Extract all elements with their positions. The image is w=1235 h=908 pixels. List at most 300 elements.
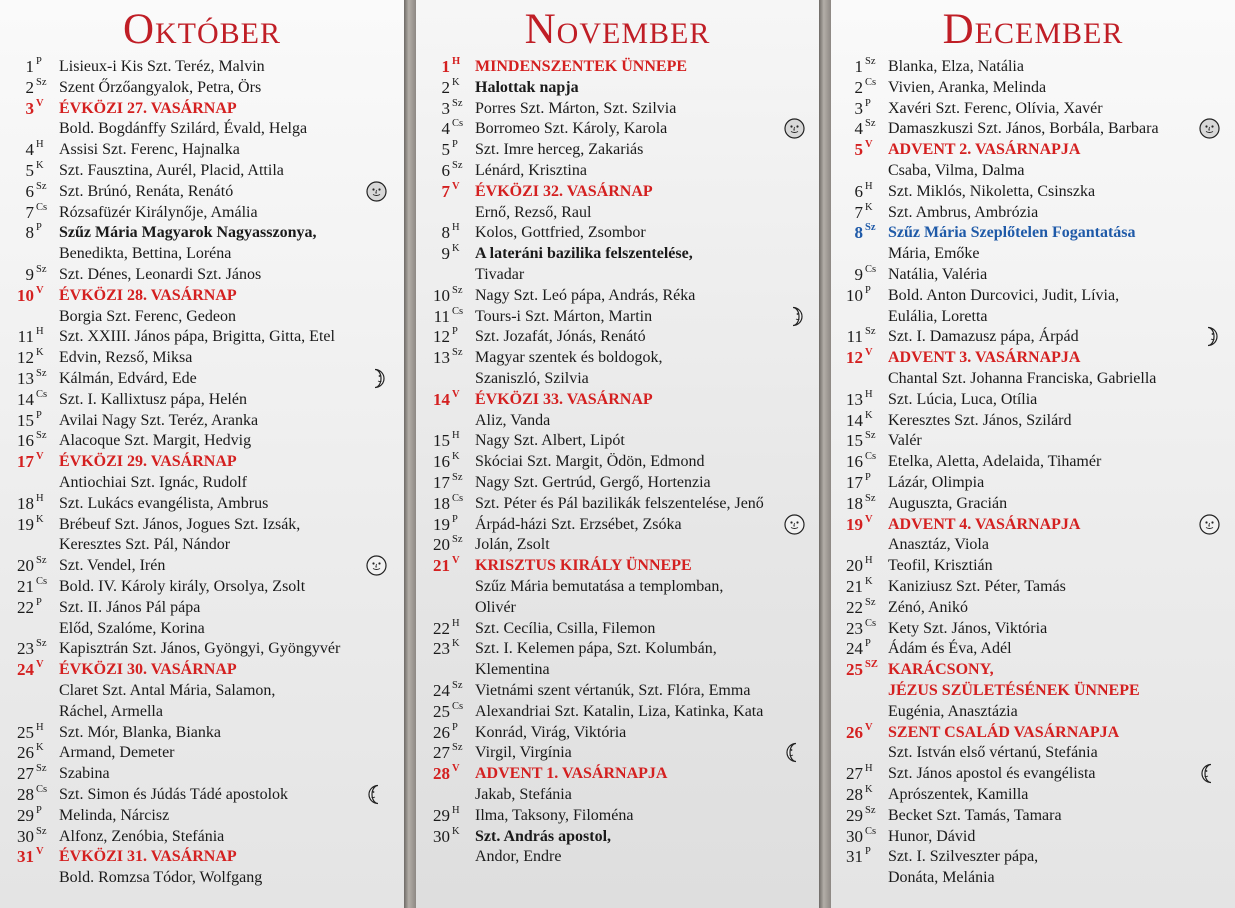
day-row (831, 577, 1235, 598)
day-row (416, 327, 819, 348)
day-row (416, 57, 819, 78)
day-row (0, 390, 404, 411)
day-row (416, 244, 819, 265)
saint-names: Szt. Ambrus, Ambrózia (888, 203, 1039, 221)
weekday-abbr: P (452, 721, 458, 733)
day-row (416, 535, 819, 556)
saint-names: Vietnámi szent vértanúk, Szt. Flóra, Emma (475, 682, 751, 699)
saint-names: Szaniszló, Szilvia (475, 370, 589, 387)
day-number: 9 (25, 265, 34, 284)
day-row (831, 702, 1235, 723)
day-number: 23 (433, 639, 450, 659)
day-row (831, 556, 1235, 577)
saint-names: Aprószentek, Kamilla (888, 786, 1029, 803)
day-row (831, 785, 1235, 806)
weekday-abbr: Cs (452, 118, 464, 130)
day-row (0, 348, 404, 369)
saint-names: Kety Szt. János, Viktória (888, 619, 1048, 637)
new-moon-icon (784, 514, 805, 535)
day-number: 3 (25, 98, 34, 118)
saint-names: Csaba, Vilma, Dalma (888, 162, 1025, 179)
saint-names: Keresztes Szt. Pál, Nándor (59, 536, 231, 554)
day-number: 24 (846, 639, 863, 659)
full-moon-icon (366, 181, 387, 202)
day-row (831, 639, 1235, 660)
weekday-abbr: P (452, 139, 458, 151)
day-row (831, 223, 1235, 244)
saint-names: Mária, Emőke (888, 245, 980, 263)
feast-name: ÉVKÖZI 27. VASÁRNAP (59, 99, 237, 117)
weekday-abbr: Sz (36, 180, 47, 192)
weekday-abbr: V (452, 763, 460, 775)
day-number: 26 (433, 722, 450, 742)
day-number: 27 (433, 743, 450, 763)
saint-names: Jolán, Zsolt (475, 536, 550, 554)
weekday-abbr: P (865, 638, 871, 650)
weekday-abbr: Cs (36, 576, 48, 587)
day-row (416, 369, 819, 390)
weekday-abbr: H (452, 56, 461, 67)
saint-names: Kaniziusz Szt. Péter, Tamás (888, 578, 1066, 595)
saint-names: Szt. I. Damazusz pápa, Árpád (888, 328, 1079, 346)
saint-names: Keresztes Szt. János, Szilárd (888, 411, 1072, 429)
day-row (0, 99, 404, 120)
day-number: 23 (17, 639, 34, 659)
saint-names: Anasztáz, Viola (888, 536, 989, 554)
day-number: 2 (441, 77, 450, 97)
day-row (416, 827, 819, 848)
day-row (831, 411, 1235, 432)
day-row (416, 182, 819, 203)
weekday-abbr: K (36, 513, 44, 525)
saint-names: Bold. Bogdánffy Szilárd, Évald, Helga (59, 120, 308, 138)
day-row (0, 598, 404, 619)
feast-name: KRISZTUS KIRÁLY ÜNNEPE (475, 557, 692, 575)
feast-name: JÉZUS SZÜLETÉSÉNEK ÜNNEPE (888, 682, 1140, 699)
day-number: 13 (17, 369, 34, 388)
month-title: Október (122, 6, 282, 53)
weekday-abbr: P (452, 513, 458, 525)
day-row (0, 494, 404, 515)
day-row (0, 868, 404, 889)
day-row (416, 515, 819, 536)
saint-names: Ilma, Taksony, Filoména (475, 806, 634, 824)
day-number: 13 (433, 348, 450, 368)
day-row (416, 348, 819, 369)
saint-names: Szt. Imre herceg, Zakariás (475, 141, 644, 159)
day-number: 24 (17, 660, 34, 680)
day-row (831, 244, 1235, 265)
saint-names: Konrád, Virág, Viktória (475, 723, 627, 741)
weekday-abbr: K (865, 409, 873, 421)
day-row (831, 307, 1235, 328)
saint-names: Szűz Mária bemutatása a templomban, (475, 578, 724, 595)
day-row (416, 660, 819, 681)
saint-names: Szt. Péter és Pál bazilikák felszentelése, Jenő (475, 494, 764, 512)
weekday-abbr: H (865, 180, 873, 192)
day-row (416, 411, 819, 432)
day-number: 6 (441, 161, 450, 180)
day-row (0, 223, 404, 244)
day-number: 17 (17, 452, 34, 472)
day-row (831, 515, 1235, 536)
feast-name: ÉVKÖZI 33. VASÁRNAP (475, 390, 653, 408)
day-row (0, 452, 404, 473)
saint-names: Vivien, Aranka, Melinda (888, 78, 1047, 96)
saint-names: Becket Szt. Tamás, Tamara (888, 806, 1062, 824)
day-number: 22 (433, 618, 450, 638)
day-number: 14 (846, 410, 863, 430)
feast-name: ADVENT 3. VASÁRNAPJA (888, 349, 1081, 367)
day-row (0, 660, 404, 681)
day-row (831, 847, 1235, 868)
weekday-abbr: P (36, 222, 42, 234)
saint-names: Jakab, Stefánia (475, 786, 572, 803)
saint-names: Bold. IV. Károly király, Orsolya, Zsolt (59, 578, 306, 595)
weekday-abbr: Sz (452, 534, 463, 546)
weekday-abbr: V (36, 284, 44, 296)
day-row (831, 203, 1235, 224)
day-number: 3 (854, 98, 863, 118)
feast-name: ÉVKÖZI 29. VASÁRNAP (59, 453, 237, 471)
weekday-abbr: Cs (452, 492, 464, 504)
saint-names: Szt. Cecília, Csilla, Filemon (475, 619, 656, 637)
day-row (416, 847, 819, 868)
weekday-abbr: K (36, 160, 44, 171)
day-row (416, 203, 819, 224)
day-number: 5 (854, 140, 863, 160)
day-row (0, 473, 404, 494)
saint-names: Nagy Szt. Leó pápa, András, Réka (475, 286, 696, 304)
month-panel-october (0, 0, 404, 908)
weekday-abbr: V (36, 97, 44, 109)
saint-names: Lénárd, Krisztina (475, 162, 587, 179)
day-number: 29 (433, 805, 450, 825)
day-number: 11 (17, 327, 34, 347)
weekday-abbr: Sz (865, 56, 876, 67)
first-moon-icon (366, 368, 387, 389)
day-row (416, 785, 819, 806)
saint-names: Halottak napja (475, 78, 579, 96)
saint-names: Ádám és Éva, Adél (888, 640, 1012, 658)
day-row (416, 452, 819, 473)
weekday-abbr: V (865, 347, 873, 359)
day-row (0, 681, 404, 702)
day-number: 17 (846, 473, 863, 492)
panel-divider (404, 0, 416, 908)
weekday-abbr: Sz (452, 97, 463, 109)
day-number: 19 (17, 514, 34, 534)
day-number: 30 (17, 826, 34, 846)
feast-name: ADVENT 2. VASÁRNAPJA (888, 141, 1081, 159)
weekday-abbr: H (865, 763, 873, 775)
day-row (831, 827, 1235, 848)
day-row (416, 78, 819, 99)
weekday-abbr: Sz (452, 742, 463, 754)
saint-names: Olivér (475, 598, 516, 616)
weekday-abbr: Sz (865, 326, 876, 338)
feast-name: ÉVKÖZI 31. VASÁRNAP (59, 848, 237, 866)
day-number: 22 (846, 597, 863, 617)
weekday-abbr: Cs (452, 305, 464, 317)
day-number: 8 (854, 223, 863, 243)
saint-names: Eulália, Loretta (888, 307, 988, 325)
day-row (0, 327, 404, 348)
saint-names: Árpád-házi Szt. Erzsébet, Zsóka (475, 515, 682, 533)
day-number: 4 (854, 119, 863, 139)
day-number: 29 (846, 805, 863, 825)
day-number: 10 (433, 285, 450, 305)
weekday-abbr: H (452, 804, 460, 816)
feast-name: ÉVKÖZI 30. VASÁRNAP (59, 661, 237, 679)
day-row (831, 452, 1235, 473)
day-row (0, 535, 404, 556)
weekday-abbr: K (452, 76, 460, 88)
saint-names: Szent Őrzőangyalok, Petra, Örs (59, 78, 262, 96)
saint-names: Nagy Szt. Gertrúd, Gergő, Hortenzia (475, 474, 711, 491)
day-number: 20 (433, 535, 450, 555)
weekday-abbr: P (865, 472, 871, 483)
day-number: 7 (854, 202, 863, 222)
day-row (831, 723, 1235, 744)
day-row (416, 743, 819, 764)
saint-names: Szt. András apostol, (475, 827, 612, 845)
day-row (831, 494, 1235, 515)
day-row (831, 265, 1235, 286)
day-number: 9 (441, 244, 450, 264)
saint-names: Kolos, Gottfried, Zsombor (475, 224, 646, 242)
day-row (0, 639, 404, 660)
day-number: 6 (854, 181, 863, 201)
day-row (416, 577, 819, 598)
weekday-abbr: Sz (452, 284, 463, 296)
saint-names: Kálmán, Edvárd, Ede (59, 370, 197, 387)
day-row (831, 99, 1235, 120)
day-row (416, 806, 819, 827)
weekday-abbr: K (865, 576, 873, 587)
weekday-abbr: P (36, 804, 42, 816)
day-number: 13 (846, 389, 863, 409)
day-number: 17 (433, 473, 450, 492)
day-number: 10 (846, 285, 863, 305)
day-number: 21 (846, 577, 863, 596)
day-number: 21 (17, 577, 34, 596)
saint-names: Melinda, Nárcisz (59, 806, 170, 824)
day-number: 19 (433, 514, 450, 534)
month-panel-december (831, 0, 1235, 908)
saint-names: Alfonz, Zenóbia, Stefánia (59, 827, 225, 845)
day-row (0, 431, 404, 452)
saint-names: Aliz, Vanda (475, 411, 551, 429)
weekday-abbr: Cs (865, 825, 877, 837)
weekday-abbr: H (865, 388, 873, 400)
day-number: 2 (854, 77, 863, 97)
saint-names: Eugénia, Anasztázia (888, 702, 1018, 720)
day-number: 2 (25, 77, 34, 97)
saint-names: Natália, Valéria (888, 266, 988, 283)
saint-names: Tours-i Szt. Márton, Martin (475, 307, 653, 325)
saint-names: Szt. Dénes, Leonardi Szt. János (59, 266, 262, 283)
day-row (0, 286, 404, 307)
day-row (0, 847, 404, 868)
weekday-abbr: Sz (36, 430, 47, 442)
weekday-abbr: H (452, 430, 460, 442)
day-number: 15 (846, 431, 863, 451)
saint-names: Ernő, Rezső, Raul (475, 203, 592, 221)
day-number: 4 (25, 140, 34, 160)
day-row (831, 743, 1235, 764)
weekday-abbr: H (36, 721, 44, 733)
first-moon-icon (784, 306, 805, 327)
day-number: 1 (25, 57, 34, 76)
saint-names: Szt. I. Szilveszter pápa, (888, 848, 1039, 866)
day-number: 5 (25, 161, 34, 180)
saint-names: Szt. István első vértanú, Stefánia (888, 744, 1098, 762)
day-row (416, 598, 819, 619)
day-row (0, 57, 404, 78)
weekday-abbr: H (865, 555, 873, 567)
weekday-abbr: H (36, 326, 44, 338)
day-number: 30 (846, 826, 863, 846)
day-number: 23 (846, 618, 863, 638)
day-number: 25 (433, 701, 450, 721)
day-number: 24 (433, 681, 450, 700)
saint-names: Antiochiai Szt. Ignác, Rudolf (59, 474, 247, 491)
saint-names: Alacoque Szt. Margit, Hedvig (59, 432, 252, 450)
month-title: December (942, 6, 1124, 53)
weekday-abbr: P (452, 326, 458, 338)
day-number: 8 (441, 223, 450, 243)
day-number: 16 (846, 452, 863, 472)
day-row (416, 161, 819, 182)
feast-name: ÉVKÖZI 28. VASÁRNAP (59, 286, 237, 304)
first-moon-icon (1199, 326, 1220, 347)
saint-names: Brébeuf Szt. János, Jogues Szt. Izsák, (59, 515, 301, 533)
weekday-abbr: Sz (865, 222, 876, 234)
day-row (831, 806, 1235, 827)
saint-names: Zénó, Anikó (888, 598, 968, 616)
day-row (0, 244, 404, 265)
saint-names: Szűz Mária Szeplőtelen Fogantatása (888, 224, 1136, 242)
day-number: 15 (17, 410, 34, 430)
last-moon-icon (366, 784, 387, 805)
day-row (831, 390, 1235, 411)
weekday-abbr: P (865, 97, 871, 109)
day-row (831, 431, 1235, 452)
saint-names: Szt. Lukács evangélista, Ambrus (59, 494, 269, 512)
weekday-abbr: K (865, 201, 873, 213)
saint-names: Szt. I. Kelemen pápa, Szt. Kolumbán, (475, 640, 717, 658)
weekday-abbr: Sz (36, 264, 47, 275)
day-row (831, 619, 1235, 640)
weekday-abbr: H (452, 222, 460, 234)
day-number: 1 (854, 57, 863, 76)
day-number: 20 (17, 556, 34, 576)
day-row (0, 785, 404, 806)
weekday-abbr: K (865, 784, 873, 795)
day-row (0, 515, 404, 536)
saint-names: Benedikta, Bettina, Loréna (59, 245, 232, 263)
weekday-abbr: Sz (452, 347, 463, 359)
day-row (416, 140, 819, 161)
saint-names: Rózsafüzér Királynője, Amália (59, 203, 258, 221)
day-row (831, 660, 1235, 681)
saint-names: Edvin, Rezső, Miksa (59, 349, 193, 367)
weekday-abbr: V (865, 139, 873, 151)
saint-names: Szt. Brúnó, Renáta, Renátó (59, 182, 234, 200)
day-number: 12 (846, 348, 863, 368)
saint-names: Assisi Szt. Ferenc, Hajnalka (59, 141, 240, 159)
weekday-abbr: Cs (865, 451, 877, 463)
day-row (416, 702, 819, 723)
weekday-abbr: SZ (865, 659, 878, 671)
weekday-abbr: V (36, 451, 44, 463)
panel-divider (819, 0, 831, 908)
saint-names: Nagy Szt. Albert, Lipót (475, 432, 625, 450)
day-row (0, 806, 404, 827)
day-row (831, 161, 1235, 182)
weekday-abbr: P (36, 409, 42, 421)
day-number: 18 (433, 493, 450, 513)
weekday-abbr: P (865, 284, 871, 296)
weekday-abbr: V (36, 659, 44, 671)
weekday-abbr: Sz (865, 804, 876, 816)
saint-names: Lázár, Olimpia (888, 474, 985, 491)
day-number: 25 (17, 722, 34, 742)
day-row (416, 390, 819, 411)
new-moon-icon (1199, 514, 1220, 535)
day-number: 5 (441, 140, 450, 160)
day-number: 7 (441, 181, 450, 201)
day-number: 22 (17, 597, 34, 617)
month-title: November (524, 6, 711, 53)
saint-names: Szt. II. János Pál pápa (59, 598, 201, 616)
day-row (416, 265, 819, 286)
weekday-abbr: V (865, 513, 873, 525)
saint-names: Szt. Lúcia, Luca, Otília (888, 390, 1038, 408)
weekday-abbr: H (452, 617, 460, 629)
weekday-abbr: Sz (865, 430, 876, 442)
weekday-abbr: Cs (36, 784, 48, 795)
day-number: 28 (846, 785, 863, 804)
saint-names: Etelka, Aletta, Adelaida, Tihamér (888, 453, 1102, 471)
weekday-abbr: Sz (36, 825, 47, 837)
day-row (0, 827, 404, 848)
day-row (831, 598, 1235, 619)
day-number: 1 (441, 57, 450, 76)
saint-names: Előd, Szalóme, Korina (59, 619, 205, 637)
day-number: 10 (17, 285, 34, 305)
saint-names: Szt. Simon és Júdás Tádé apostolok (59, 786, 289, 803)
day-row (416, 223, 819, 244)
day-number: 18 (17, 493, 34, 513)
weekday-abbr: Cs (865, 264, 877, 275)
feast-name: MINDENSZENTEK ÜNNEPE (475, 58, 688, 75)
day-row (0, 307, 404, 328)
day-number: 6 (25, 181, 34, 201)
day-row (416, 556, 819, 577)
day-row (831, 57, 1235, 78)
weekday-abbr: P (36, 596, 42, 608)
weekday-abbr: Sz (36, 555, 47, 567)
weekday-abbr: V (452, 180, 460, 192)
saint-names: Andor, Endre (475, 848, 562, 866)
day-row (416, 764, 819, 785)
weekday-abbr: V (452, 555, 460, 567)
day-number: 18 (846, 493, 863, 513)
day-row (416, 99, 819, 120)
day-row (0, 265, 404, 286)
